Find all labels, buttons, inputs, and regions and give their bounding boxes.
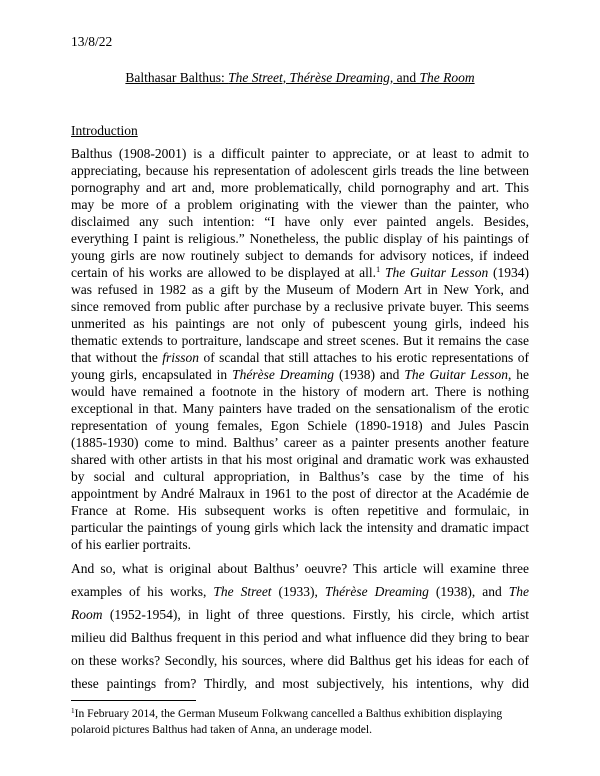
- text-run: of scandal that still attaches to his erotic representations of: [199, 349, 529, 365]
- text-line: [71, 603, 529, 626]
- text-line: [71, 179, 529, 196]
- text-line: [71, 580, 529, 603]
- text-run: (1938), and: [428, 583, 509, 599]
- footnote-marker: 1: [71, 707, 75, 716]
- text-run: appointment by André Malraux in 1961 to the post of director at the Académie de: [71, 485, 529, 501]
- text-line: [71, 230, 529, 247]
- text-run: of his earlier portraits.: [71, 536, 191, 552]
- footnote-line: [71, 706, 529, 722]
- italic-text-run: The Guitar Lesson: [385, 264, 489, 280]
- text-line: [71, 213, 529, 230]
- text-run: may be more of a problem originating with the viewer than the painter, who: [71, 196, 529, 212]
- text-run: would have remained a footnote in the history of modern art. There is nothing: [71, 383, 529, 399]
- text-run: thematic extends to portraiture, landscape and street scenes. But it remains the case: [71, 332, 529, 348]
- text-run: (1885-1930) come to mind. Balthus’ career as a painter presents another feature: [71, 434, 529, 450]
- italic-text-run: The Room: [419, 69, 475, 85]
- italic-text-run: Thérèse Dreaming: [324, 583, 429, 599]
- text-run: on these works? Secondly, his sources, where did Balthus get his ideas for each of: [71, 652, 529, 668]
- text-run: pornography and art and, more problematically, child pornography and art. This: [71, 179, 529, 195]
- text-run: Balthasar Balthus:: [125, 69, 229, 85]
- footnote-reference: 1: [376, 265, 381, 275]
- footnote-text: In February 2014, the German Museum Folkwang cancelled a Balthus exhibition displaying: [74, 707, 503, 720]
- text-line: [71, 434, 529, 451]
- text-line: [71, 332, 529, 349]
- footnote-separator-rule: [71, 700, 196, 701]
- text-run: Balthus (1908-2001) is a difficult painter to appreciate, or at least to admit to: [71, 145, 529, 161]
- text-line: [71, 519, 529, 536]
- text-line: [71, 649, 529, 672]
- text-run: , he: [507, 366, 530, 382]
- text-run: particular the paintings of young girls which lack the intensity and dramatic impact: [71, 519, 529, 535]
- text-line: [71, 383, 529, 400]
- text-run: (1938) and: [334, 366, 405, 382]
- text-run: since removed from public after purchase by a reclusive private buyer. This seems: [71, 298, 529, 314]
- section-heading-introduction: Introduction: [71, 122, 138, 138]
- text-run: these paintings from? Thirdly, and most subjectively, his intentions, why did: [71, 675, 529, 691]
- italic-text-run: The Guitar Lesson: [404, 366, 508, 382]
- text-line: [71, 451, 529, 468]
- text-run: unmerited as his paintings are not only of pubescent young girls, indeed his: [71, 315, 529, 331]
- text-run: milieu did Balthus frequent in this period and what influence did they bring to bear: [71, 629, 529, 645]
- paragraph: [71, 557, 529, 695]
- text-line: [71, 485, 529, 502]
- italic-text-run: frisson: [162, 349, 200, 365]
- text-line: [71, 626, 529, 649]
- text-run: (1934): [488, 264, 530, 280]
- text-line: [71, 366, 529, 383]
- text-run: exceptional in that. Many painters have traded on the sensationalism of the erotic: [71, 400, 529, 416]
- paragraph: [71, 145, 529, 553]
- text-run: everything I paint is religious.” Nonetheless, the public display of his paintings of: [71, 230, 529, 246]
- text-run: that without the: [71, 349, 163, 365]
- text-line: [71, 315, 529, 332]
- document-title: [71, 69, 529, 86]
- text-run: France at Rome. His subsequent works is often repetitive and formulaic, in: [71, 502, 529, 518]
- text-line: [71, 298, 529, 315]
- text-line: [71, 502, 529, 519]
- text-run: young girls, encapsulated in: [71, 366, 233, 382]
- text-run: appreciating, because his representation of adolescent girls treads the line between: [71, 162, 529, 178]
- text-run: (1952-1954), in light of three questions. Firstly, his circle, which artist: [102, 606, 529, 622]
- text-line: [71, 417, 529, 434]
- footnote-line: [71, 722, 529, 738]
- text-line: [71, 145, 529, 162]
- text-line: [71, 281, 529, 298]
- document-date: 13/8/22: [71, 33, 113, 49]
- text-line: [71, 247, 529, 264]
- italic-text-run: Thérèse Dreaming: [232, 366, 335, 382]
- text-run: And so, what is original about Balthus’ oeuvre? This article will examine three: [71, 560, 529, 576]
- text-line: [71, 536, 529, 553]
- text-line: [71, 162, 529, 179]
- text-run: (1933),: [271, 583, 325, 599]
- text-run: young girls are now routinely subject to demands for advisory notices, if indeed: [71, 247, 529, 263]
- text-run: was refused in 1982 as a gift by the Museum of Modern Art in New York, and: [71, 281, 529, 297]
- italic-text-run: Room: [71, 606, 103, 622]
- text-run: examples of his works,: [71, 583, 214, 599]
- italic-text-run: The Street, Thérèse Dreaming,: [228, 69, 394, 85]
- text-run: representation of young females, Egon Schiele (1890-1918) and Jules Pascin: [71, 417, 529, 433]
- text-line: [71, 672, 529, 695]
- text-run: certain of his works are allowed to be displayed at all.: [71, 264, 377, 280]
- text-line: [71, 557, 529, 580]
- italic-text-run: The: [508, 583, 529, 599]
- text-run: by social and cultural appropriation, in Balthus’s case by the time of his: [71, 468, 529, 484]
- footnote: [71, 706, 529, 738]
- text-line: [71, 264, 529, 281]
- text-line: [71, 400, 529, 417]
- footnote-text: polaroid pictures Balthus had taken of Anna, an underage model.: [71, 723, 373, 736]
- text-run: and: [393, 69, 420, 85]
- text-line: [71, 468, 529, 485]
- text-line: [71, 349, 529, 366]
- text-line: [71, 196, 529, 213]
- text-run: shared with other artists in that his most original and dramatic work was exhausted: [71, 451, 529, 467]
- italic-text-run: The Street: [213, 583, 272, 599]
- text-run: disclaimed any such intention: “I have only ever painted angels. Besides,: [71, 213, 529, 229]
